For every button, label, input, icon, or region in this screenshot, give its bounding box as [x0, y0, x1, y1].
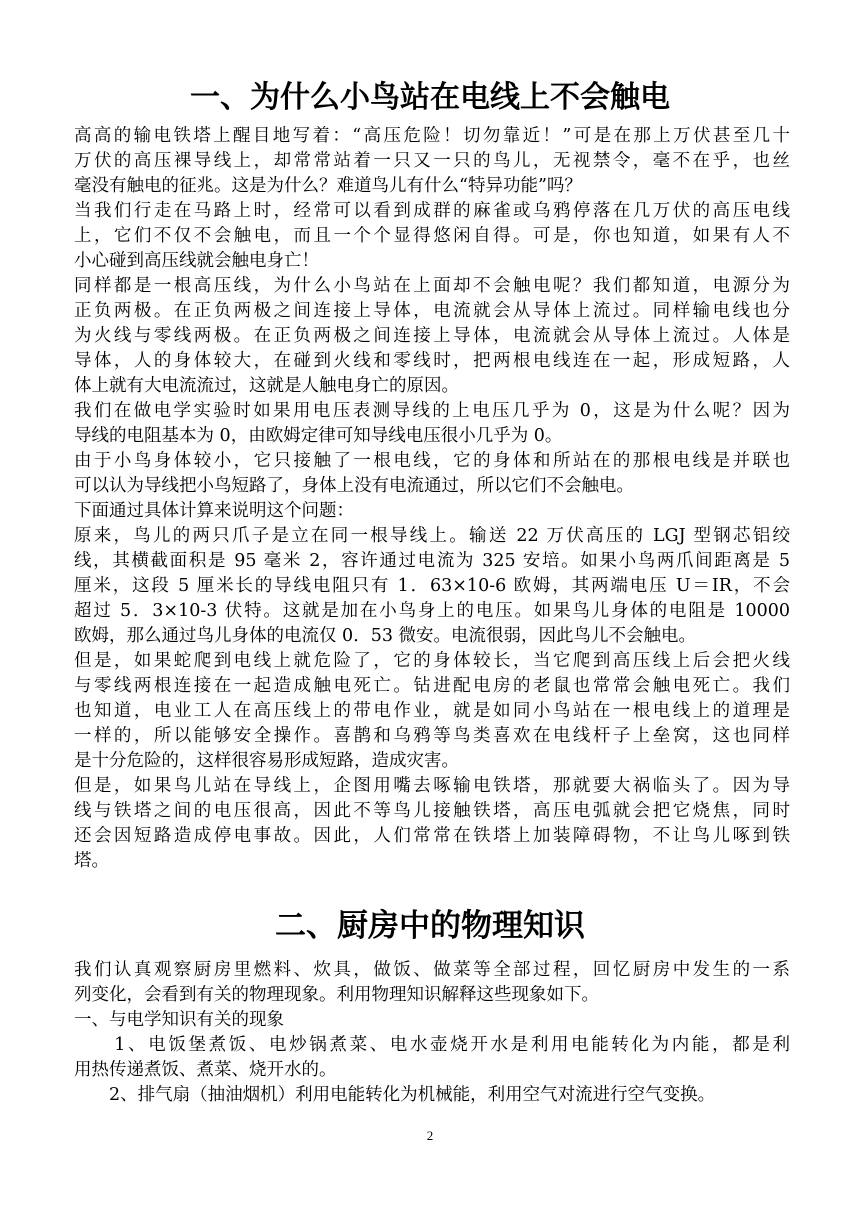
- text-line: 线，其横截面积是 95 毫米 2，容许通过电流为 325 安培。如果小鸟两爪间距离是 5: [74, 551, 790, 571]
- text-line: 1、电饭堡煮饭、电炒锅煮菜、电水壶烧开水是利用电能转化为内能，都是利: [74, 1035, 790, 1055]
- text-line: 原来，鸟儿的两只爪子是立在同一根导线上。输送 22 万伏高压的 LGJ 型钢芯铝绞: [74, 526, 790, 546]
- text-line: 我们认真观察厨房里燃料、炊具，做饭、做菜等全部过程，回忆厨房中发生的一系: [74, 960, 790, 980]
- text-line: 塔。: [74, 851, 109, 871]
- text-line: 由于小鸟身体较小，它只接触了一根电线，它的身体和所站在的那根电线是并联也: [74, 451, 790, 471]
- text-line: 还会因短路造成停电事故。因此，人们常常在铁塔上加装障碍物，不让鸟儿啄到铁: [74, 826, 790, 846]
- text-line: 与零线两根连接在一起造成触电死亡。钻进配电房的老鼠也常常会触电死亡。我们: [74, 676, 790, 696]
- text-line: 超过 5．3×10-3 伏特。这就是加在小鸟身上的电压。如果鸟儿身体的电阻是 10000: [74, 601, 790, 621]
- section-1-body: [74, 124, 790, 874]
- text-line: 导线的电阻基本为 0，由欧姆定律可知导线电压很小几乎为 0。: [74, 426, 563, 446]
- paragraph: [74, 199, 790, 274]
- text-line: 但是，如果蛇爬到电线上就危险了，它的身体较长，当它爬到高压线上后会把火线: [74, 651, 790, 671]
- text-line: 小心碰到高压线就会触电身亡！: [74, 251, 319, 271]
- paragraph: [74, 958, 790, 1008]
- paragraph: [74, 1083, 790, 1108]
- section-2-body: [74, 958, 790, 1108]
- paragraph: [74, 1008, 790, 1033]
- text-line: 毫没有触电的征兆。这是为什么？难道鸟儿有什么“特异功能”吗？: [74, 176, 582, 196]
- text-line: 也知道，电业工人在高压线上的带电作业，就是如同小鸟站在一根电线上的道理是: [74, 701, 790, 721]
- text-line: 但是，如果鸟儿站在导线上，企图用嘴去啄输电铁塔，那就要大祸临头了。因为导: [74, 776, 790, 796]
- text-line: 当我们行走在马路上时，经常可以看到成群的麻雀或乌鸦停落在几万伏的高压电线: [74, 201, 790, 221]
- text-line: 线与铁塔之间的电压很高，因此不等鸟儿接触铁塔，高压电弧就会把它烧焦，同时: [74, 801, 790, 821]
- paragraph: [74, 1033, 790, 1083]
- text-line: 高高的输电铁塔上醒目地写着：“高压危险！切勿靠近！”可是在那上万伏甚至几十: [74, 126, 790, 146]
- paragraph: [74, 499, 790, 524]
- text-line: 2、排气扇（抽油烟机）利用电能转化为机械能，利用空气对流进行空气变换。: [74, 1085, 716, 1105]
- paragraph: [74, 274, 790, 399]
- paragraph: [74, 399, 790, 449]
- paragraph: [74, 124, 790, 199]
- text-line: 下面通过具体计算来说明这个问题：: [74, 501, 354, 521]
- section-2-title: 二、厨房中的物理知识: [275, 908, 585, 944]
- paragraph: [74, 524, 790, 649]
- text-line: 列变化，会看到有关的物理现象。利用物理知识解释这些现象如下。: [74, 985, 599, 1005]
- paragraph: [74, 449, 790, 499]
- paragraph: [74, 774, 790, 874]
- text-line: 体上就有大电流流过，这就是人触电身亡的原因。: [74, 376, 459, 396]
- page-number: 2: [426, 1128, 434, 1143]
- text-line: 导体，人的身体较大，在碰到火线和零线时，把两根电线连在一起，形成短路，人: [74, 351, 790, 371]
- text-line: 一、与电学知识有关的现象: [74, 1010, 284, 1030]
- section-1-title: 一、为什么小鸟站在电线上不会触电: [190, 80, 670, 115]
- text-line: 一样的，所以能够安全操作。喜鹊和乌鸦等鸟类喜欢在电线杆子上垒窝，这也同样: [74, 726, 790, 746]
- text-line: 同样都是一根高压线，为什么小鸟站在上面却不会触电呢？我们都知道，电源分为: [74, 276, 790, 296]
- paragraph: [74, 649, 790, 774]
- text-line: 厘米，这段 5 厘米长的导线电阻只有 1．63×10-6 欧姆，其两端电压 U＝IR，不会: [74, 576, 790, 596]
- text-line: 是十分危险的，这样很容易形成短路，造成灾害。: [74, 751, 459, 771]
- text-line: 欧姆，那么通过鸟儿身体的电流仅 0．53 微安。电流很弱，因此鸟儿不会触电。: [74, 626, 697, 646]
- text-line: 上，它们不仅不会触电，而且一个个显得悠闲自得。可是，你也知道，如果有人不: [74, 226, 790, 246]
- text-line: 万伏的高压裸导线上，却常常站着一只又一只的鸟儿，无视禁令，毫不在乎，也丝: [74, 151, 790, 171]
- text-line: 我们在做电学实验时如果用电压表测导线的上电压几乎为 0，这是为什么呢？因为: [74, 401, 790, 421]
- text-line: 正负两极。在正负两极之间连接上导体，电流就会从导体上流过。同样输电线也分: [74, 301, 790, 321]
- text-line: 为火线与零线两极。在正负两极之间连接上导体，电流就会从导体上流过。人体是: [74, 326, 790, 346]
- text-line: 可以认为导线把小鸟短路了，身体上没有电流通过，所以它们不会触电。: [74, 476, 634, 496]
- text-line: 用热传递煮饭、煮菜、烧开水的。: [74, 1060, 337, 1080]
